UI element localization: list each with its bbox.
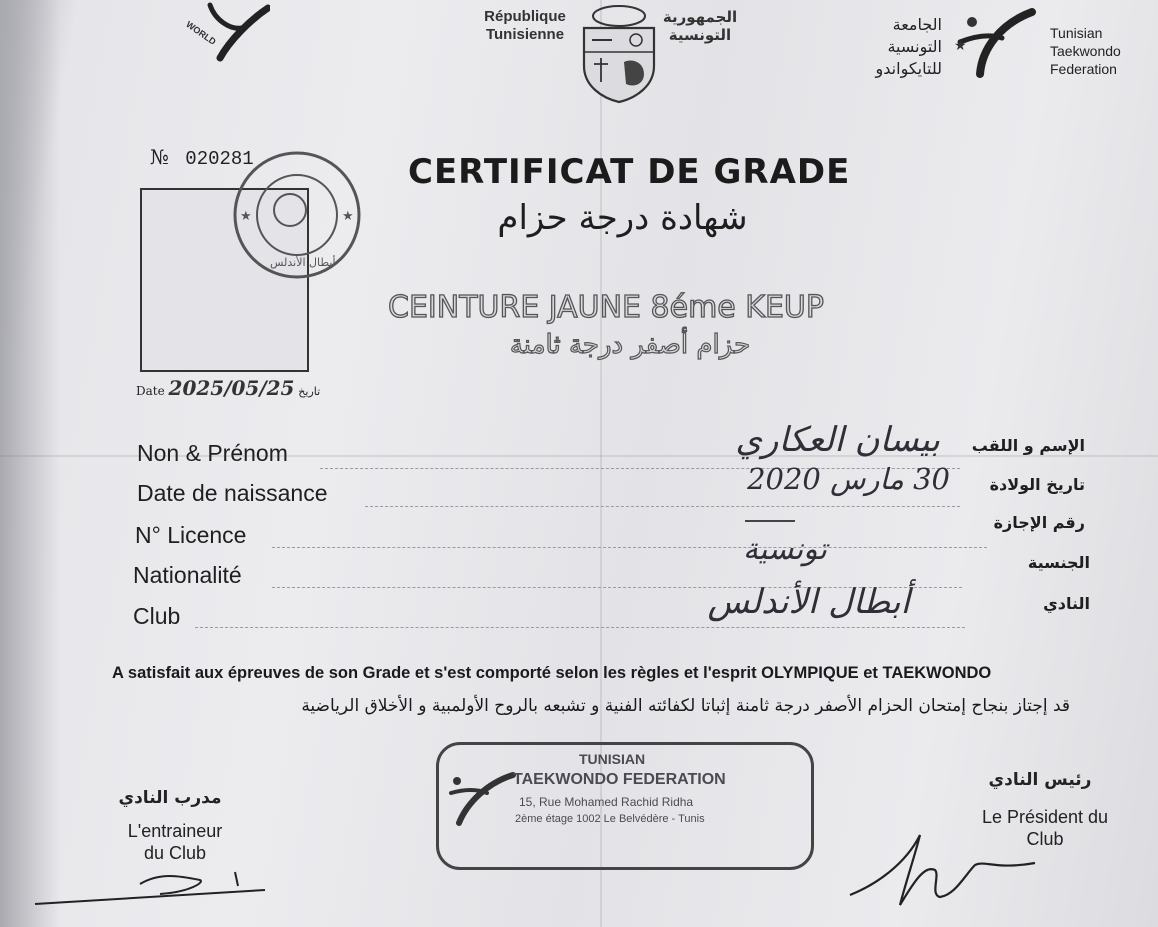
republic-label-fr: [470, 8, 580, 44]
statement-ar: قد إجتاز بنجاح إمتحان الحزام الأصفر درجة ثامنة إثباتا لكفائته الفنية و تشبعه بالروح الأولمبية و الأخلاق الرياضية: [301, 696, 1070, 716]
stamp-logo-icon: [447, 763, 517, 833]
certificate-title-ar: شهادة درجة حزام: [497, 198, 748, 238]
grade-title-ar: حزام أصفر درجة ثامنة: [509, 330, 751, 360]
trainer-label-fr: [90, 820, 260, 864]
federation-ar-line3: للتايكواندو: [875, 59, 942, 78]
president-signature-mark: [845, 825, 1045, 915]
federation-label-en: [1050, 24, 1150, 78]
republic-fr-line1: République: [484, 8, 566, 25]
federation-stamp: [436, 742, 814, 870]
world-taekwondo-logo: [180, 0, 270, 65]
photo-date: [136, 376, 320, 400]
paper-edge-shadow: [0, 0, 60, 927]
federation-ar-line1: الجامعة: [892, 15, 942, 34]
grade-title-fr: CEINTURE JAUNE 8éme KEUP: [388, 290, 824, 325]
field-label-nationality: Nationalité: [133, 562, 242, 588]
tunisia-coat-of-arms: [578, 2, 660, 104]
field-label-birthdate: Date de naissance: [137, 480, 328, 506]
stamp-line4: 2ème étage 1002 Le Belvédère - Tunis: [515, 813, 705, 825]
round-stamp-text: أبطال الأندلس: [270, 256, 336, 269]
trainer-signature: [30, 862, 270, 912]
world-logo-text: WORLD: [184, 19, 218, 47]
number-value: 020281: [185, 148, 254, 170]
trainer-fr-line2: du Club: [143, 843, 207, 863]
president-fr-line1: Le Président du: [981, 807, 1109, 827]
field-line-club: [195, 627, 965, 628]
field-label-name: Non & Prénom: [137, 440, 288, 466]
president-label-ar: رئيس النادي: [988, 770, 1092, 790]
trainer-fr-line1: L'entraineur: [127, 821, 223, 841]
svg-text:★: ★: [240, 208, 252, 223]
federation-ar-line2: التونسية: [887, 37, 942, 56]
field-label-licence-ar: رقم الإجازة: [993, 513, 1085, 532]
republic-ar-line1: الجمهورية: [662, 8, 738, 26]
field-label-name-ar: الإسم و اللقب: [971, 436, 1085, 455]
federation-en-line1: Tunisian: [1050, 25, 1103, 41]
svg-text:★: ★: [342, 208, 354, 223]
president-signature: [845, 825, 1045, 915]
field-label-birthdate-ar: تاريخ الولادة: [989, 475, 1085, 494]
trainer-signature-mark: [30, 862, 270, 912]
federation-logo: [950, 4, 1040, 84]
club-round-stamp: [230, 148, 365, 283]
republic-ar-line2: التونسية: [668, 26, 732, 44]
coat-of-arms-icon: [578, 2, 660, 104]
field-label-licence: N° Licence: [135, 522, 247, 548]
date-label-fr: Date: [136, 384, 165, 398]
field-value-nationality: تونسية: [742, 532, 828, 567]
field-line-birthdate: [365, 506, 960, 507]
field-value-licence-dash: [745, 520, 795, 522]
federation-en-line3: Federation: [1050, 61, 1117, 77]
field-value-birthdate: 30 مارس 2020: [747, 462, 950, 496]
trainer-label-ar: مدرب النادي: [118, 788, 222, 808]
stamp-line3: 15, Rue Mohamed Rachid Ridha: [519, 795, 694, 809]
certificate-title-fr: CERTIFICAT DE GRADE: [408, 152, 851, 192]
statement-fr: A satisfait aux épreuves de son Grade et s'est comporté selon les règles et l'esprit OLYMPIQUE et TAEKWONDO: [112, 664, 992, 682]
president-fr-line2: Club: [1026, 829, 1064, 849]
federation-en-line2: Taekwondo: [1050, 43, 1121, 59]
field-value-name: بيسان العكاري: [735, 420, 940, 460]
date-value: 2025/05/25: [168, 376, 295, 400]
field-label-club-ar: النادي: [1043, 594, 1090, 613]
field-label-nationality-ar: الجنسية: [1027, 553, 1090, 572]
stamp-line1: TUNISIAN: [579, 751, 646, 767]
stamp-line2: TAEKWONDO FEDERATION: [513, 771, 726, 788]
republic-fr-line2: Tunisienne: [485, 26, 565, 43]
field-value-club: أبطال الأندلس: [707, 582, 910, 622]
date-label-ar: تاريخ: [298, 385, 321, 398]
federation-kicker-icon: [950, 4, 1040, 84]
federation-label-ar: [830, 14, 942, 80]
svg-text:★: ★: [954, 37, 967, 53]
field-label-club: Club: [133, 603, 181, 629]
republic-label-ar: [660, 8, 740, 44]
number-symbol: №: [150, 145, 169, 169]
